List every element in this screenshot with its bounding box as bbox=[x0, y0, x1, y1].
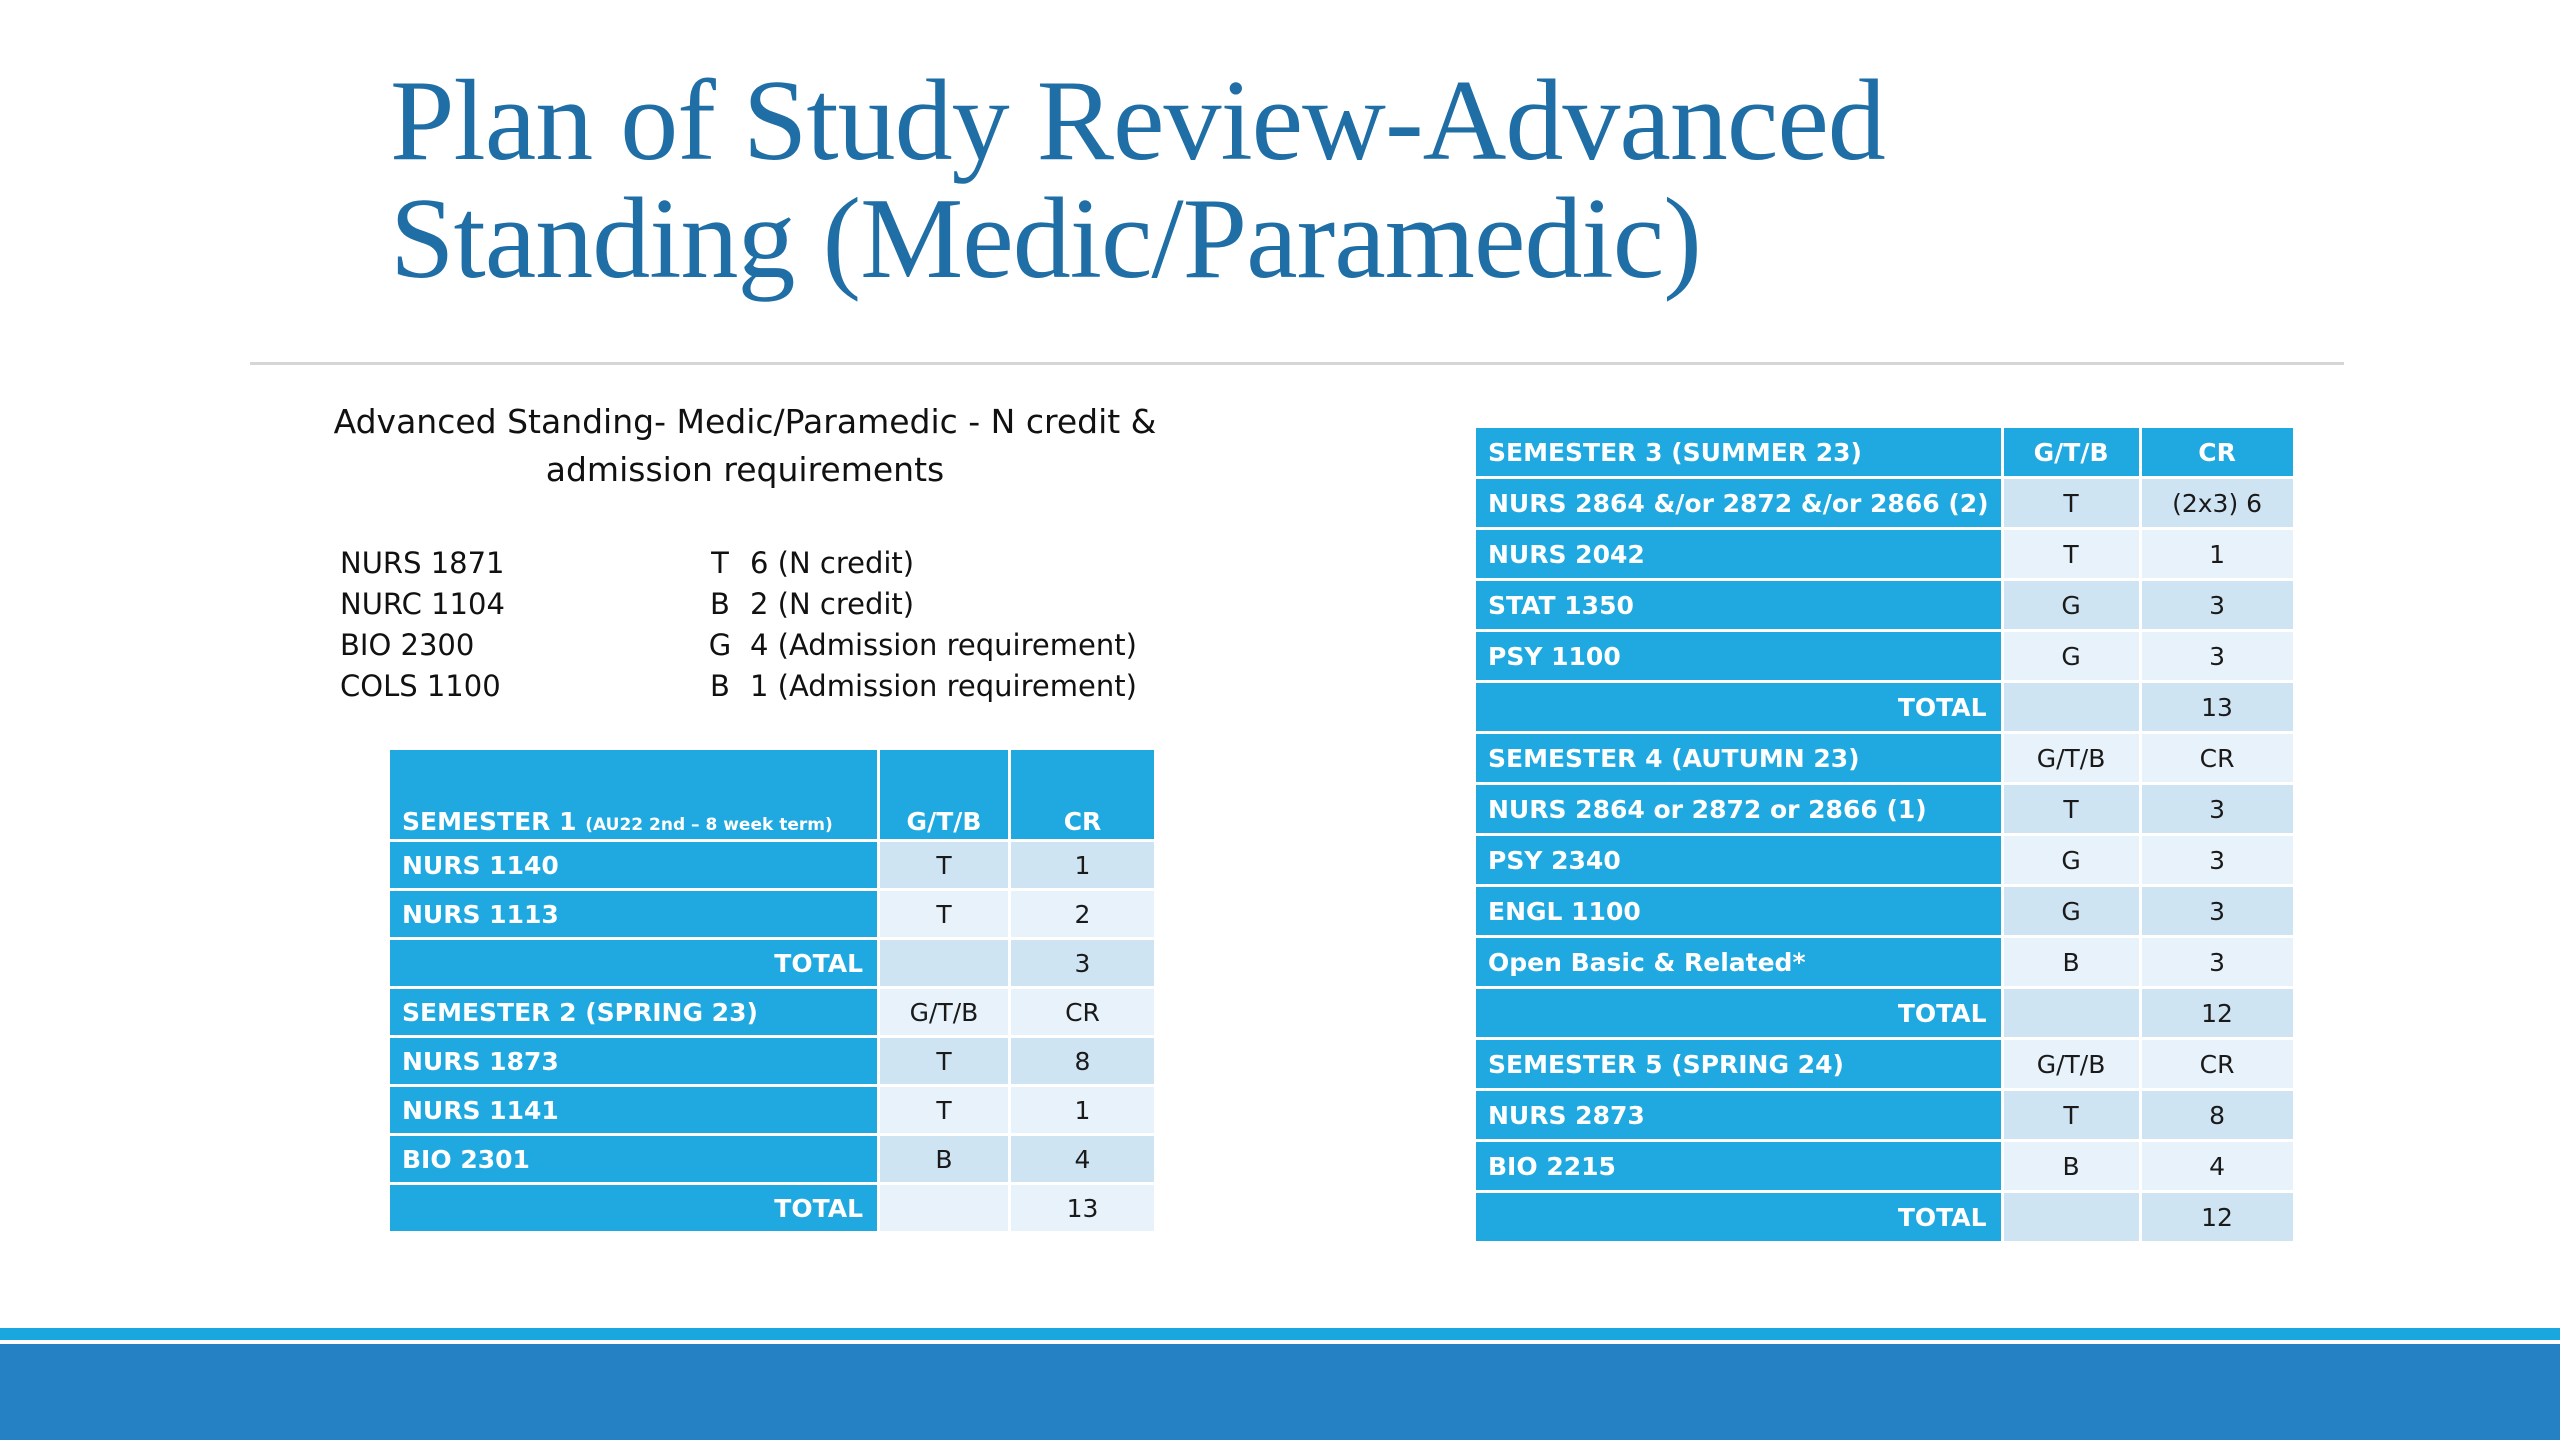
credit-type: T bbox=[711, 546, 729, 580]
credit-header: CR bbox=[1011, 750, 1157, 842]
credit-detail: 1 (Admission requirement) bbox=[750, 669, 1137, 703]
footer-accent-line bbox=[0, 1328, 2560, 1340]
credit-cell: 1 bbox=[1011, 1087, 1157, 1136]
total-label: TOTAL bbox=[1476, 1193, 2004, 1244]
type-cell: T bbox=[880, 891, 1011, 940]
credit-cell: 1 bbox=[1011, 842, 1157, 891]
total-label: TOTAL bbox=[390, 940, 880, 989]
semester-header: SEMESTER 3 (SUMMER 23) bbox=[1476, 428, 2004, 479]
semester-label: SEMESTER 1 bbox=[402, 807, 577, 836]
total-label: TOTAL bbox=[390, 1185, 880, 1234]
type-cell: B bbox=[880, 1136, 1011, 1185]
total-row bbox=[1476, 989, 2296, 1040]
table-row bbox=[390, 1038, 1157, 1087]
credit-cell: 4 bbox=[2142, 1142, 2296, 1193]
table-header-row bbox=[390, 750, 1157, 842]
title-line-2: Standing (Medic/Paramedic) bbox=[390, 175, 1701, 303]
course-cell: PSY 2340 bbox=[1476, 836, 2004, 887]
type-cell bbox=[2004, 989, 2142, 1040]
total-row bbox=[1476, 683, 2296, 734]
credit-course: NURS 1871 bbox=[340, 546, 505, 580]
credit-type: B bbox=[710, 669, 730, 703]
total-credit: 13 bbox=[2142, 683, 2296, 734]
table-row bbox=[1476, 785, 2296, 836]
credit-item bbox=[340, 628, 1160, 669]
type-cell bbox=[880, 1185, 1011, 1234]
course-cell: NURS 2042 bbox=[1476, 530, 2004, 581]
semester-header-row bbox=[1476, 734, 2296, 785]
table-row bbox=[390, 1087, 1157, 1136]
course-cell: NURS 1113 bbox=[390, 891, 880, 940]
type-cell: G bbox=[2004, 632, 2142, 683]
total-row bbox=[390, 1185, 1157, 1234]
title-divider bbox=[250, 362, 2344, 365]
table-header-row bbox=[1476, 428, 2296, 479]
credit-course: NURC 1104 bbox=[340, 587, 505, 621]
table-row bbox=[390, 891, 1157, 940]
type-header: G/T/B bbox=[880, 989, 1011, 1038]
subtitle-line-1: Advanced Standing- Medic/Paramedic - N credit & bbox=[333, 402, 1157, 441]
credit-cell: 3 bbox=[2142, 581, 2296, 632]
semester-header: SEMESTER 4 (AUTUMN 23) bbox=[1476, 734, 2004, 785]
table-row bbox=[1476, 530, 2296, 581]
type-cell bbox=[2004, 1193, 2142, 1244]
credit-cell: 3 bbox=[2142, 836, 2296, 887]
table-row bbox=[1476, 836, 2296, 887]
credit-type: G bbox=[708, 628, 732, 662]
table-row bbox=[1476, 887, 2296, 938]
semester-header-row bbox=[1476, 1040, 2296, 1091]
semester-3-5-table bbox=[1476, 428, 2296, 1244]
total-row bbox=[390, 940, 1157, 989]
credit-detail: 2 (N credit) bbox=[750, 587, 915, 621]
semester-note: (AU22 2nd – 8 week term) bbox=[585, 815, 833, 835]
type-cell: B bbox=[2004, 938, 2142, 989]
credit-cell: 3 bbox=[2142, 938, 2296, 989]
page-title bbox=[390, 57, 1885, 303]
course-cell: NURS 1140 bbox=[390, 842, 880, 891]
credit-cell: (2x3) 6 bbox=[2142, 479, 2296, 530]
subtitle-line-2: admission requirements bbox=[545, 450, 945, 489]
total-credit: 12 bbox=[2142, 1193, 2296, 1244]
type-header: G/T/B bbox=[2004, 428, 2142, 479]
semester-header: SEMESTER 2 (SPRING 23) bbox=[390, 989, 880, 1038]
type-header: G/T/B bbox=[880, 750, 1011, 842]
credit-cell: 4 bbox=[1011, 1136, 1157, 1185]
credit-cell: 2 bbox=[1011, 891, 1157, 940]
total-credit: 3 bbox=[1011, 940, 1157, 989]
credit-item bbox=[340, 546, 1160, 587]
semester-header bbox=[390, 750, 880, 842]
semester-header-row bbox=[390, 989, 1157, 1038]
credit-cell: 8 bbox=[2142, 1091, 2296, 1142]
table-row bbox=[1476, 938, 2296, 989]
table-row bbox=[390, 1136, 1157, 1185]
course-cell: NURS 2864 &/or 2872 &/or 2866 (2) bbox=[1476, 479, 2004, 530]
total-credit: 12 bbox=[2142, 989, 2296, 1040]
credit-type: B bbox=[710, 587, 730, 621]
course-cell: ENGL 1100 bbox=[1476, 887, 2004, 938]
course-cell: NURS 1141 bbox=[390, 1087, 880, 1136]
credit-cell: 1 bbox=[2142, 530, 2296, 581]
credit-cell: 8 bbox=[1011, 1038, 1157, 1087]
course-cell: NURS 1873 bbox=[390, 1038, 880, 1087]
type-header: G/T/B bbox=[2004, 734, 2142, 785]
type-header: G/T/B bbox=[2004, 1040, 2142, 1091]
advanced-standing-credit-list bbox=[340, 546, 1160, 710]
type-cell: B bbox=[2004, 1142, 2142, 1193]
title-line-1: Plan of Study Review-Advanced bbox=[390, 57, 1885, 185]
course-cell: Open Basic & Related* bbox=[1476, 938, 2004, 989]
type-cell: T bbox=[880, 1087, 1011, 1136]
type-cell bbox=[880, 940, 1011, 989]
credit-item bbox=[340, 587, 1160, 628]
table-row bbox=[1476, 1091, 2296, 1142]
credit-cell: 3 bbox=[2142, 785, 2296, 836]
course-cell: PSY 1100 bbox=[1476, 632, 2004, 683]
credit-course: COLS 1100 bbox=[340, 669, 501, 703]
semester-header: SEMESTER 5 (SPRING 24) bbox=[1476, 1040, 2004, 1091]
semester-1-2-table bbox=[390, 750, 1157, 1234]
type-cell: T bbox=[880, 1038, 1011, 1087]
course-cell: NURS 2864 or 2872 or 2866 (1) bbox=[1476, 785, 2004, 836]
total-row bbox=[1476, 1193, 2296, 1244]
credit-cell: 3 bbox=[2142, 887, 2296, 938]
course-cell: NURS 2873 bbox=[1476, 1091, 2004, 1142]
table-row bbox=[1476, 1142, 2296, 1193]
course-cell: STAT 1350 bbox=[1476, 581, 2004, 632]
credit-item bbox=[340, 669, 1160, 710]
credit-detail: 4 (Admission requirement) bbox=[750, 628, 1137, 662]
table-row bbox=[1476, 581, 2296, 632]
course-cell: BIO 2215 bbox=[1476, 1142, 2004, 1193]
type-cell: T bbox=[2004, 785, 2142, 836]
type-cell: T bbox=[880, 842, 1011, 891]
type-cell bbox=[2004, 683, 2142, 734]
total-label: TOTAL bbox=[1476, 683, 2004, 734]
credit-header: CR bbox=[2142, 428, 2296, 479]
type-cell: G bbox=[2004, 836, 2142, 887]
type-cell: G bbox=[2004, 581, 2142, 632]
course-cell: BIO 2301 bbox=[390, 1136, 880, 1185]
credit-header: CR bbox=[2142, 1040, 2296, 1091]
type-cell: T bbox=[2004, 479, 2142, 530]
total-credit: 13 bbox=[1011, 1185, 1157, 1234]
type-cell: G bbox=[2004, 887, 2142, 938]
credit-course: BIO 2300 bbox=[340, 628, 475, 662]
table-row bbox=[1476, 479, 2296, 530]
total-label: TOTAL bbox=[1476, 989, 2004, 1040]
advanced-standing-heading bbox=[330, 398, 1160, 494]
credit-header: CR bbox=[2142, 734, 2296, 785]
table-row bbox=[390, 842, 1157, 891]
credit-header: CR bbox=[1011, 989, 1157, 1038]
type-cell: T bbox=[2004, 530, 2142, 581]
credit-cell: 3 bbox=[2142, 632, 2296, 683]
table-row bbox=[1476, 632, 2296, 683]
type-cell: T bbox=[2004, 1091, 2142, 1142]
credit-detail: 6 (N credit) bbox=[750, 546, 915, 580]
footer-bar bbox=[0, 1344, 2560, 1440]
